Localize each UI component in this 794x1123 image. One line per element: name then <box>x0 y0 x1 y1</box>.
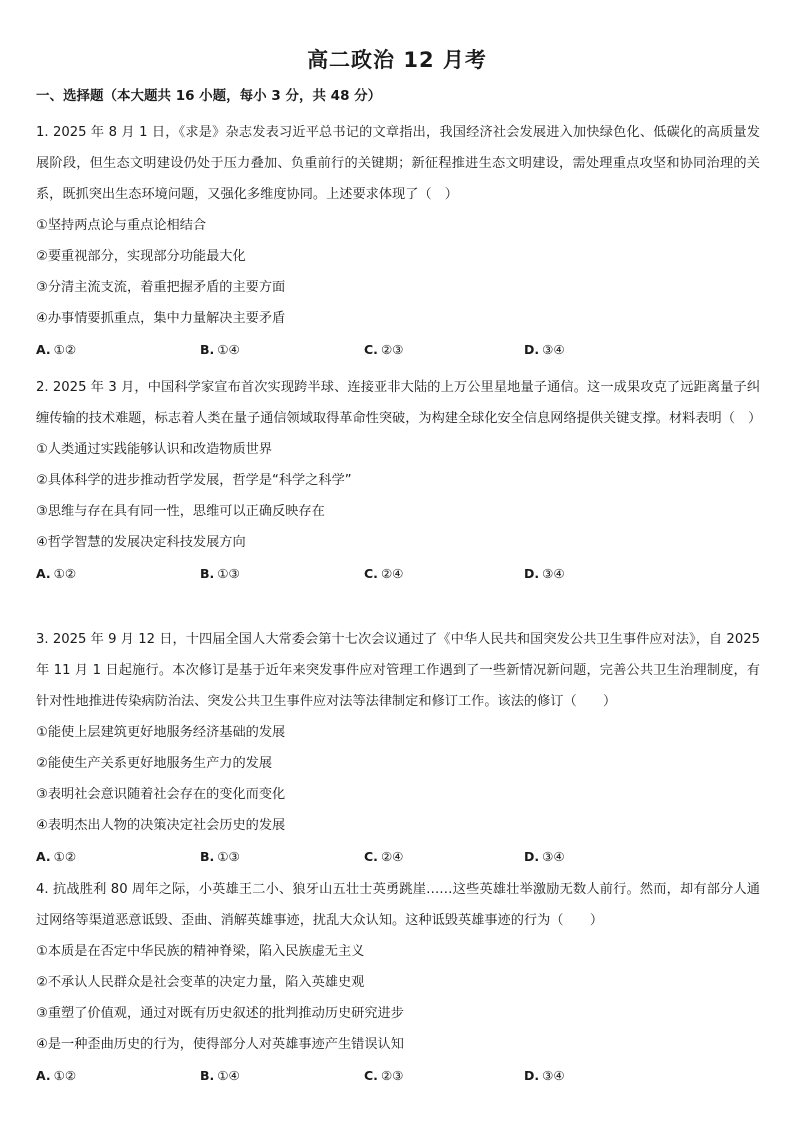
option-letter: B. <box>200 849 215 864</box>
option-c[interactable] <box>364 841 403 872</box>
statement-3: ③分清主流支流，着重把握矛盾的主要方面 <box>36 280 286 295</box>
option-letter: C. <box>364 849 378 864</box>
option-text: ②③ <box>380 1068 404 1083</box>
option-letter: C. <box>364 566 378 581</box>
question-4 <box>36 874 760 1091</box>
option-letter: A. <box>36 1068 51 1083</box>
statement-4: ④哲学智慧的发展决定科技发展方向 <box>36 535 246 550</box>
question-2 <box>36 372 760 589</box>
statement-4: ④办事情要抓重点，集中力量解决主要矛盾 <box>36 311 286 326</box>
answer-options <box>36 841 760 872</box>
option-text: ①② <box>53 342 77 357</box>
option-letter: D. <box>524 342 540 357</box>
option-text: ③④ <box>542 566 565 581</box>
question-stem: 1. 2025 年 8 月 1 日，《求是》杂志发表习近平总书记的文章指出，我国经济社会发展进入加快绿色化、低碳化的高质量发展阶段，但生态文明建设仍处于压力叠加、负重前行的关键期；新征程推进生态文明建设，需处理重点攻坚和协同治理的关系，既抓突出生态环境问题，又强化多维度协同。上述要求体现了（ ） <box>36 125 760 202</box>
question-stem: 4. 抗战胜利 80 周年之际，小英雄王二小、狼牙山五壮士英勇跳崖……这些英雄壮举激励无数人前行。然而，却有部分人通过网络等渠道恶意诋毁、歪曲、消解英雄事迹，扰乱大众认知。这种诋毁英雄事迹的行为（ ） <box>36 882 760 928</box>
option-text: ①② <box>53 849 77 864</box>
option-letter: A. <box>36 566 51 581</box>
statement-2: ②具体科学的进步推动哲学发展，哲学是“科学之科学” <box>36 473 352 488</box>
option-d[interactable] <box>524 841 565 872</box>
option-d[interactable] <box>524 1060 565 1091</box>
option-text: ①② <box>53 1068 77 1083</box>
option-text: ①④ <box>217 1068 240 1083</box>
statement-4: ④表明杰出人物的决策决定社会历史的发展 <box>36 818 286 833</box>
option-letter: B. <box>200 342 215 357</box>
statement-3: ③重塑了价值观，通过对既有历史叙述的批判推动历史研究进步 <box>36 1006 404 1021</box>
option-a[interactable] <box>36 334 76 365</box>
question-1 <box>36 117 760 365</box>
option-a[interactable] <box>36 1060 76 1091</box>
question-stem: 3. 2025 年 9 月 12 日，十四届全国人大常委会第十七次会议通过了《中华人民共和国突发公共卫生事件应对法》，自 2025 年 11 月 1 日起施行。本次修订是基于近年来突发事件应对管理工作遇到了一些新情况新问题，完善公共卫生治理制度，有针对性地推进传染病防治法、突发公共卫生事件应对法等法律制定和修订工作。该法的修订（ ） <box>36 632 760 709</box>
option-letter: D. <box>524 849 540 864</box>
statement-3: ③表明社会意识随着社会存在的变化而变化 <box>36 787 286 802</box>
statement-2: ②不承认人民群众是社会变革的决定力量，陷入英雄史观 <box>36 975 365 990</box>
option-text: ①② <box>53 566 77 581</box>
option-text: ①③ <box>217 849 240 864</box>
option-d[interactable] <box>524 334 565 365</box>
option-text: ③④ <box>542 342 565 357</box>
option-c[interactable] <box>364 334 403 365</box>
page-title: 高二政治 12 月考 <box>307 48 487 72</box>
option-letter: C. <box>364 342 378 357</box>
statement-2: ②能使生产关系更好地服务生产力的发展 <box>36 756 273 771</box>
option-letter: B. <box>200 566 215 581</box>
section-header: 一、选择题（本大题共 16 小题，每小 3 分，共 48 分） <box>36 88 382 104</box>
statement-1: ①坚持两点论与重点论相结合 <box>36 218 207 233</box>
statement-1: ①能使上层建筑更好地服务经济基础的发展 <box>36 725 286 740</box>
answer-options <box>36 558 760 589</box>
option-letter: D. <box>524 1068 540 1083</box>
option-letter: C. <box>364 1068 378 1083</box>
option-a[interactable] <box>36 558 76 589</box>
option-letter: D. <box>524 566 540 581</box>
option-text: ③④ <box>542 1068 565 1083</box>
option-b[interactable] <box>200 1060 240 1091</box>
question-3 <box>36 624 760 872</box>
statement-4: ④是一种歪曲历史的行为，使得部分人对英雄事迹产生错误认知 <box>36 1037 404 1052</box>
statement-3: ③思维与存在具有同一性，思维可以正确反映存在 <box>36 504 325 519</box>
option-b[interactable] <box>200 334 240 365</box>
answer-options <box>36 1060 760 1091</box>
statement-2: ②要重视部分，实现部分功能最大化 <box>36 249 246 264</box>
option-b[interactable] <box>200 558 240 589</box>
option-text: ②④ <box>380 566 404 581</box>
option-letter: A. <box>36 342 51 357</box>
option-c[interactable] <box>364 1060 403 1091</box>
option-text: ③④ <box>542 849 565 864</box>
option-letter: B. <box>200 1068 215 1083</box>
statement-1: ①人类通过实践能够认识和改造物质世界 <box>36 442 273 457</box>
statement-1: ①本质是在否定中华民族的精神脊梁，陷入民族虚无主义 <box>36 944 365 959</box>
option-text: ②④ <box>380 849 404 864</box>
option-text: ①④ <box>217 342 240 357</box>
option-text: ②③ <box>380 342 404 357</box>
question-stem: 2. 2025 年 3 月，中国科学家宣布首次实现跨半球、连接亚非大陆的上万公里星地量子通信。这一成果攻克了远距离量子纠缠传输的技术难题，标志着人类在量子通信领域取得革命性突破，为构建全球化安全信息网络提供关键支撑。材料表明（ ） <box>36 380 762 426</box>
option-b[interactable] <box>200 841 240 872</box>
answer-options <box>36 334 760 365</box>
option-letter: A. <box>36 849 51 864</box>
option-c[interactable] <box>364 558 403 589</box>
option-d[interactable] <box>524 558 565 589</box>
option-a[interactable] <box>36 841 76 872</box>
option-text: ①③ <box>217 566 240 581</box>
